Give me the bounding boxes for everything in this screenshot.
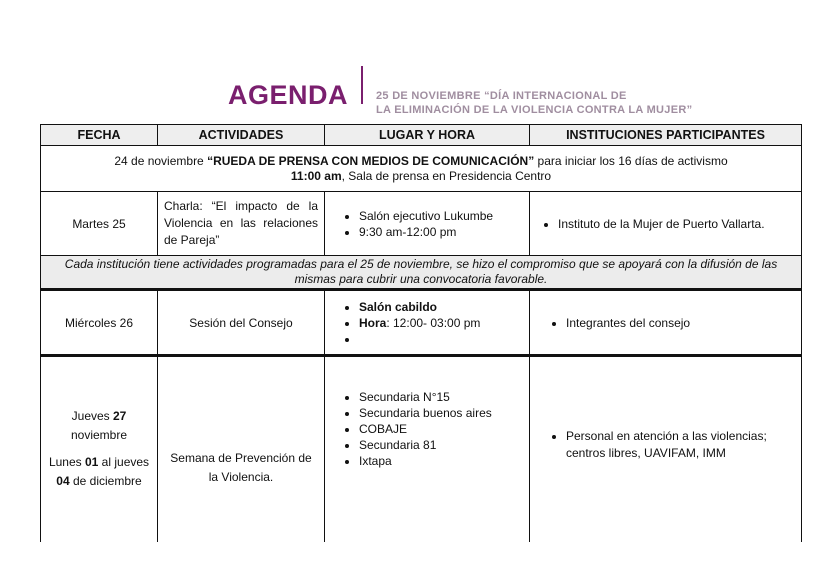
subtitle-line-1: 25 DE NOVIEMBRE “DÍA INTERNACIONAL DE <box>376 90 627 102</box>
press-cell <box>41 146 802 192</box>
press-place: , Sala de prensa en Presidencia Centro <box>341 168 552 183</box>
row3-date2-post: de diciembre <box>69 474 142 489</box>
row3-date2-num2: 04 <box>56 474 70 489</box>
list-item: • Secundaria N°15 <box>359 389 523 405</box>
header-divider <box>361 66 363 104</box>
row3-date1-num: 27 <box>113 409 127 424</box>
row2-institutions <box>530 290 802 356</box>
list-item: • Integrantes del consejo <box>566 315 795 331</box>
row3-date2-pre: Lunes <box>48 455 85 470</box>
press-purpose: para iniciar los 16 días de activismo <box>534 153 728 168</box>
row2-time-value: : 12:00- 03:00 pm <box>386 315 481 330</box>
row3-places <box>325 356 530 542</box>
table-row <box>41 356 802 542</box>
list-item: • Secundaria 81 <box>359 437 523 453</box>
column-header-actividades: ACTIVIDADES <box>158 125 325 146</box>
row3-institutions <box>530 356 802 542</box>
list-item: • Secundaria buenos aires <box>359 405 523 421</box>
list-item: • COBAJE <box>359 421 523 437</box>
press-row <box>41 146 802 192</box>
row1-date: Martes 25 <box>41 192 158 256</box>
subtitle-line-2: LA ELIMINACIÓN DE LA VIOLENCIA CONTRA LA MUJER” <box>376 104 693 116</box>
row3-date1-month: noviembre <box>70 428 128 443</box>
press-event: “RUEDA DE PRENSA CON MEDIOS DE COMUNICACIÓN” <box>207 153 535 168</box>
list-item: • Instituto de la Mujer de Puerto Vallarta. <box>558 216 795 232</box>
agenda-table <box>40 124 802 542</box>
agenda-title: AGENDA <box>228 80 349 110</box>
row3-activity: Semana de Prevención de la Violencia. <box>158 356 325 542</box>
table-row <box>41 192 802 256</box>
list-item <box>359 331 523 347</box>
row2-place: Salón cabildo <box>359 299 438 314</box>
press-date: 24 de noviembre <box>114 153 208 168</box>
row1-institutions <box>530 192 802 256</box>
note-cell: Cada institución tiene actividades programadas para el 25 de noviembre, se hizo el compromiso que se apoyará con la difusión de las mismas para cubrir una convocatoria favorable. <box>41 256 802 290</box>
row2-places <box>325 290 530 356</box>
row2-date: Miércoles 26 <box>41 290 158 356</box>
list-item: • Ixtapa <box>359 453 523 469</box>
row1-places <box>325 192 530 256</box>
row1-activity: Charla: “El impacto de la Violencia en las relaciones de Pareja” <box>158 192 325 256</box>
row3-date1-pre: Jueves <box>71 409 113 424</box>
list-item: • Salón ejecutivo Lukumbe <box>359 208 523 224</box>
row2-activity: Sesión del Consejo <box>158 290 325 356</box>
list-item: • 9:30 am-12:00 pm <box>359 224 523 240</box>
column-header-lugar: LUGAR Y HORA <box>325 125 530 146</box>
row2-time-label: Hora <box>359 315 387 330</box>
press-time: 11:00 am <box>290 168 342 183</box>
column-header-fecha: FECHA <box>41 125 158 146</box>
column-header-instituciones: INSTITUCIONES PARTICIPANTES <box>530 125 802 146</box>
agenda-subtitle <box>376 89 692 117</box>
row3-date2-mid: al jueves <box>98 455 150 470</box>
table-row <box>41 290 802 356</box>
row3-date <box>41 356 158 542</box>
note-row <box>41 256 802 290</box>
table-header-row <box>41 125 802 146</box>
row3-date2-num1: 01 <box>84 455 99 470</box>
list-item <box>359 315 523 331</box>
list-item <box>359 299 523 315</box>
list-item: • Personal en atención a las violencias; centros libres, UAVIFAM, IMM <box>566 428 795 462</box>
